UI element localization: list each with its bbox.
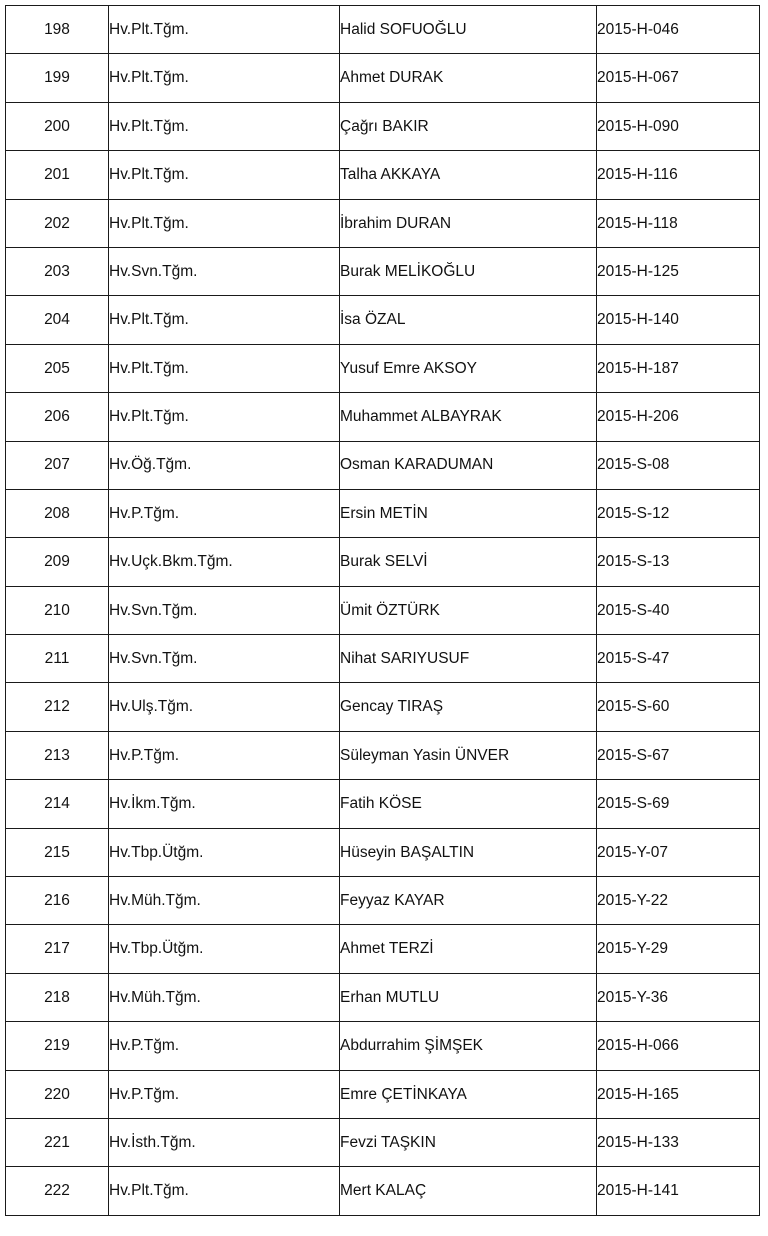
rank-cell: Hv.Plt.Tğm. bbox=[109, 6, 340, 54]
rank-cell: Hv.Tbp.Ütğm. bbox=[109, 925, 340, 973]
name-cell: Yusuf Emre AKSOY bbox=[340, 344, 597, 392]
registry-code-cell: 2015-S-40 bbox=[597, 586, 760, 634]
table-row bbox=[6, 925, 760, 973]
rank-cell: Hv.Öğ.Tğm. bbox=[109, 441, 340, 489]
name-cell: Gencay TIRAŞ bbox=[340, 683, 597, 731]
row-number-cell: 200 bbox=[6, 102, 109, 150]
row-number-cell: 219 bbox=[6, 1022, 109, 1070]
row-number-cell: 215 bbox=[6, 828, 109, 876]
registry-code-cell: 2015-Y-29 bbox=[597, 925, 760, 973]
registry-code-cell: 2015-H-116 bbox=[597, 151, 760, 199]
registry-code-cell: 2015-S-47 bbox=[597, 635, 760, 683]
registry-code-cell: 2015-H-067 bbox=[597, 54, 760, 102]
registry-code-cell: 2015-H-206 bbox=[597, 393, 760, 441]
row-number-cell: 202 bbox=[6, 199, 109, 247]
name-cell: Halid SOFUOĞLU bbox=[340, 6, 597, 54]
name-cell: İbrahim DURAN bbox=[340, 199, 597, 247]
registry-code-cell: 2015-Y-36 bbox=[597, 973, 760, 1021]
row-number-cell: 209 bbox=[6, 538, 109, 586]
registry-code-cell: 2015-S-08 bbox=[597, 441, 760, 489]
row-number-cell: 217 bbox=[6, 925, 109, 973]
name-cell: Fatih KÖSE bbox=[340, 780, 597, 828]
rank-cell: Hv.P.Tğm. bbox=[109, 731, 340, 779]
name-cell: Mert KALAÇ bbox=[340, 1167, 597, 1215]
rank-cell: Hv.Plt.Tğm. bbox=[109, 54, 340, 102]
name-cell: Ahmet TERZİ bbox=[340, 925, 597, 973]
rank-cell: Hv.Plt.Tğm. bbox=[109, 1167, 340, 1215]
table-row bbox=[6, 586, 760, 634]
name-cell: Nihat SARIYUSUF bbox=[340, 635, 597, 683]
rank-cell: Hv.P.Tğm. bbox=[109, 1070, 340, 1118]
table-row bbox=[6, 1118, 760, 1166]
table-row bbox=[6, 6, 760, 54]
table-row bbox=[6, 828, 760, 876]
rank-cell: Hv.Müh.Tğm. bbox=[109, 973, 340, 1021]
rank-cell: Hv.Müh.Tğm. bbox=[109, 877, 340, 925]
row-number-cell: 216 bbox=[6, 877, 109, 925]
name-cell: Feyyaz KAYAR bbox=[340, 877, 597, 925]
row-number-cell: 218 bbox=[6, 973, 109, 1021]
name-cell: Burak SELVİ bbox=[340, 538, 597, 586]
registry-code-cell: 2015-H-090 bbox=[597, 102, 760, 150]
table-row bbox=[6, 1167, 760, 1215]
name-cell: Talha AKKAYA bbox=[340, 151, 597, 199]
registry-code-cell: 2015-H-118 bbox=[597, 199, 760, 247]
rank-cell: Hv.Plt.Tğm. bbox=[109, 393, 340, 441]
registry-code-cell: 2015-H-046 bbox=[597, 6, 760, 54]
table-row bbox=[6, 344, 760, 392]
row-number-cell: 206 bbox=[6, 393, 109, 441]
name-cell: İsa ÖZAL bbox=[340, 296, 597, 344]
rank-cell: Hv.Plt.Tğm. bbox=[109, 344, 340, 392]
name-cell: Fevzi TAŞKIN bbox=[340, 1118, 597, 1166]
row-number-cell: 220 bbox=[6, 1070, 109, 1118]
name-cell: Muhammet ALBAYRAK bbox=[340, 393, 597, 441]
row-number-cell: 210 bbox=[6, 586, 109, 634]
table-row bbox=[6, 538, 760, 586]
table-row bbox=[6, 731, 760, 779]
rank-cell: Hv.P.Tğm. bbox=[109, 1022, 340, 1070]
name-cell: Hüseyin BAŞALTIN bbox=[340, 828, 597, 876]
table-row bbox=[6, 441, 760, 489]
name-cell: Süleyman Yasin ÜNVER bbox=[340, 731, 597, 779]
rank-cell: Hv.Plt.Tğm. bbox=[109, 102, 340, 150]
row-number-cell: 212 bbox=[6, 683, 109, 731]
table-row bbox=[6, 393, 760, 441]
name-cell: Ersin METİN bbox=[340, 489, 597, 537]
registry-code-cell: 2015-H-133 bbox=[597, 1118, 760, 1166]
name-cell: Ümit ÖZTÜRK bbox=[340, 586, 597, 634]
registry-code-cell: 2015-H-165 bbox=[597, 1070, 760, 1118]
rank-cell: Hv.İsth.Tğm. bbox=[109, 1118, 340, 1166]
rank-cell: Hv.Tbp.Ütğm. bbox=[109, 828, 340, 876]
registry-code-cell: 2015-H-140 bbox=[597, 296, 760, 344]
row-number-cell: 201 bbox=[6, 151, 109, 199]
registry-code-cell: 2015-S-69 bbox=[597, 780, 760, 828]
roster-table bbox=[5, 5, 760, 1216]
table-row bbox=[6, 247, 760, 295]
name-cell: Abdurrahim ŞİMŞEK bbox=[340, 1022, 597, 1070]
rank-cell: Hv.Plt.Tğm. bbox=[109, 151, 340, 199]
registry-code-cell: 2015-H-187 bbox=[597, 344, 760, 392]
registry-code-cell: 2015-H-066 bbox=[597, 1022, 760, 1070]
name-cell: Osman KARADUMAN bbox=[340, 441, 597, 489]
row-number-cell: 198 bbox=[6, 6, 109, 54]
name-cell: Burak MELİKOĞLU bbox=[340, 247, 597, 295]
registry-code-cell: 2015-S-13 bbox=[597, 538, 760, 586]
registry-code-cell: 2015-S-12 bbox=[597, 489, 760, 537]
row-number-cell: 203 bbox=[6, 247, 109, 295]
rank-cell: Hv.Plt.Tğm. bbox=[109, 296, 340, 344]
registry-code-cell: 2015-Y-22 bbox=[597, 877, 760, 925]
table-row bbox=[6, 635, 760, 683]
rank-cell: Hv.Svn.Tğm. bbox=[109, 586, 340, 634]
name-cell: Emre ÇETİNKAYA bbox=[340, 1070, 597, 1118]
row-number-cell: 214 bbox=[6, 780, 109, 828]
rank-cell: Hv.Ulş.Tğm. bbox=[109, 683, 340, 731]
row-number-cell: 213 bbox=[6, 731, 109, 779]
table-row bbox=[6, 683, 760, 731]
table-row bbox=[6, 780, 760, 828]
name-cell: Çağrı BAKIR bbox=[340, 102, 597, 150]
registry-code-cell: 2015-S-67 bbox=[597, 731, 760, 779]
rank-cell: Hv.P.Tğm. bbox=[109, 489, 340, 537]
table-row bbox=[6, 151, 760, 199]
registry-code-cell: 2015-H-125 bbox=[597, 247, 760, 295]
table-row bbox=[6, 973, 760, 1021]
roster-table-body bbox=[6, 6, 760, 1216]
registry-code-cell: 2015-H-141 bbox=[597, 1167, 760, 1215]
rank-cell: Hv.Svn.Tğm. bbox=[109, 247, 340, 295]
row-number-cell: 205 bbox=[6, 344, 109, 392]
name-cell: Ahmet DURAK bbox=[340, 54, 597, 102]
row-number-cell: 208 bbox=[6, 489, 109, 537]
rank-cell: Hv.Svn.Tğm. bbox=[109, 635, 340, 683]
name-cell: Erhan MUTLU bbox=[340, 973, 597, 1021]
registry-code-cell: 2015-Y-07 bbox=[597, 828, 760, 876]
rank-cell: Hv.Uçk.Bkm.Tğm. bbox=[109, 538, 340, 586]
table-row bbox=[6, 54, 760, 102]
row-number-cell: 222 bbox=[6, 1167, 109, 1215]
row-number-cell: 204 bbox=[6, 296, 109, 344]
rank-cell: Hv.Plt.Tğm. bbox=[109, 199, 340, 247]
table-row bbox=[6, 296, 760, 344]
table-row bbox=[6, 877, 760, 925]
table-row bbox=[6, 102, 760, 150]
row-number-cell: 221 bbox=[6, 1118, 109, 1166]
table-row bbox=[6, 199, 760, 247]
roster-page bbox=[5, 5, 760, 1216]
row-number-cell: 211 bbox=[6, 635, 109, 683]
row-number-cell: 207 bbox=[6, 441, 109, 489]
registry-code-cell: 2015-S-60 bbox=[597, 683, 760, 731]
table-row bbox=[6, 1022, 760, 1070]
table-row bbox=[6, 1070, 760, 1118]
row-number-cell: 199 bbox=[6, 54, 109, 102]
rank-cell: Hv.İkm.Tğm. bbox=[109, 780, 340, 828]
table-row bbox=[6, 489, 760, 537]
